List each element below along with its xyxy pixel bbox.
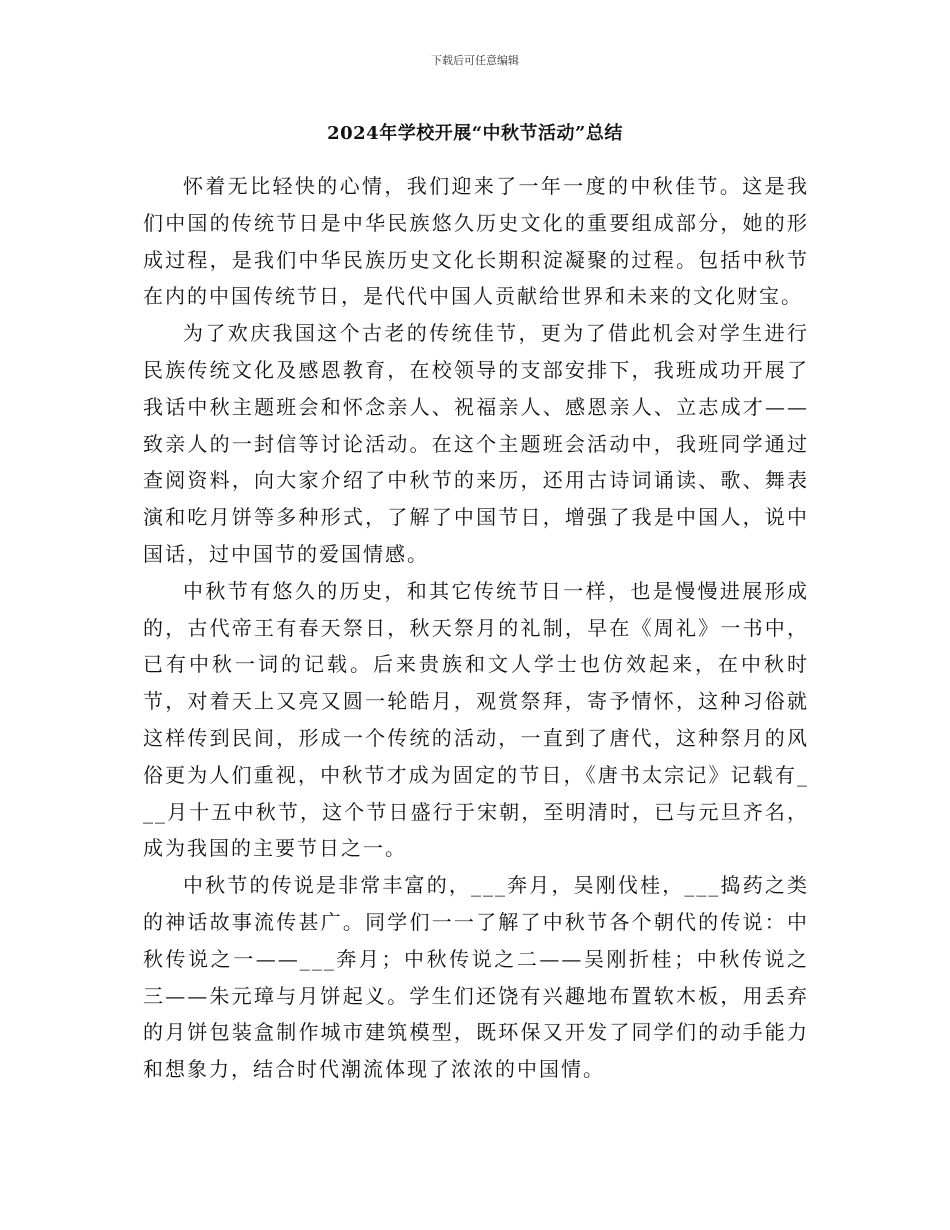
document-title: 2024年学校开展“中秋节活动”总结 — [327, 123, 623, 144]
page-header-note: 下载后可任意编辑 — [431, 54, 519, 67]
paragraph-activities: 为了欢庆我国这个古老的传统佳节，更为了借此机会对学生进行民族传统文化及感恩教育，在校领导的支部安排下，我班成功开展了我话中秋主题班会和怀念亲人、祝福亲人、感恩亲人、立志成才——致亲人的一封信等讨论活动。在这个主题班会活动中，我班同学通过查阅资料，向大家介绍了中秋节的来历，还用古诗词诵读、歌、舞表演和吃月饼等多种形式，了解了中国节日，增强了我是中国人，说中国话，过中国节的爱国情感。 — [143, 321, 809, 566]
document-body — [143, 168, 809, 1088]
paragraph-intro: 怀着无比轻快的心情，我们迎来了一年一度的中秋佳节。这是我们中国的传统节日是中华民族悠久历史文化的重要组成部分，她的形成过程，是我们中华民族历史文化长期积淀凝聚的过程。包括中秋节在内的中国传统节日，是代代中国人贡献给世界和未来的文化财宝。 — [143, 174, 809, 309]
paragraph-legends: 中秋节的传说是非常丰富的，___奔月，吴刚伐桂，___捣药之类的神话故事流传甚广。同学们一一了解了中秋节各个朝代的传说：中秋传说之一——___奔月；中秋传说之二——吴刚折桂；中秋传说之三——朱元璋与月饼起义。学生们还饶有兴趣地布置软木板，用丢弃的月饼包装盒制作城市建筑模型，既环保又开发了同学们的动手能力和想象力，结合时代潮流体现了浓浓的中国情。 — [143, 873, 809, 1082]
paragraph-history: 中秋节有悠久的历史，和其它传统节日一样，也是慢慢进展形成的，古代帝王有春天祭日，秋天祭月的礼制，早在《周礼》一书中，已有中秋一词的记载。后来贵族和文人学士也仿效起来，在中秋时节，对着天上又亮又圆一轮皓月，观赏祭拜，寄予情怀，这种习俗就这样传到民间，形成一个传统的活动，一直到了唐代，这种祭月的风俗更为人们重视，中秋节才成为固定的节日，《唐书太宗记》记载有___月十五中秋节，这个节日盛行于宋朝，至明清时，已与元旦齐名，成为我国的主要节日之一。 — [143, 578, 809, 861]
